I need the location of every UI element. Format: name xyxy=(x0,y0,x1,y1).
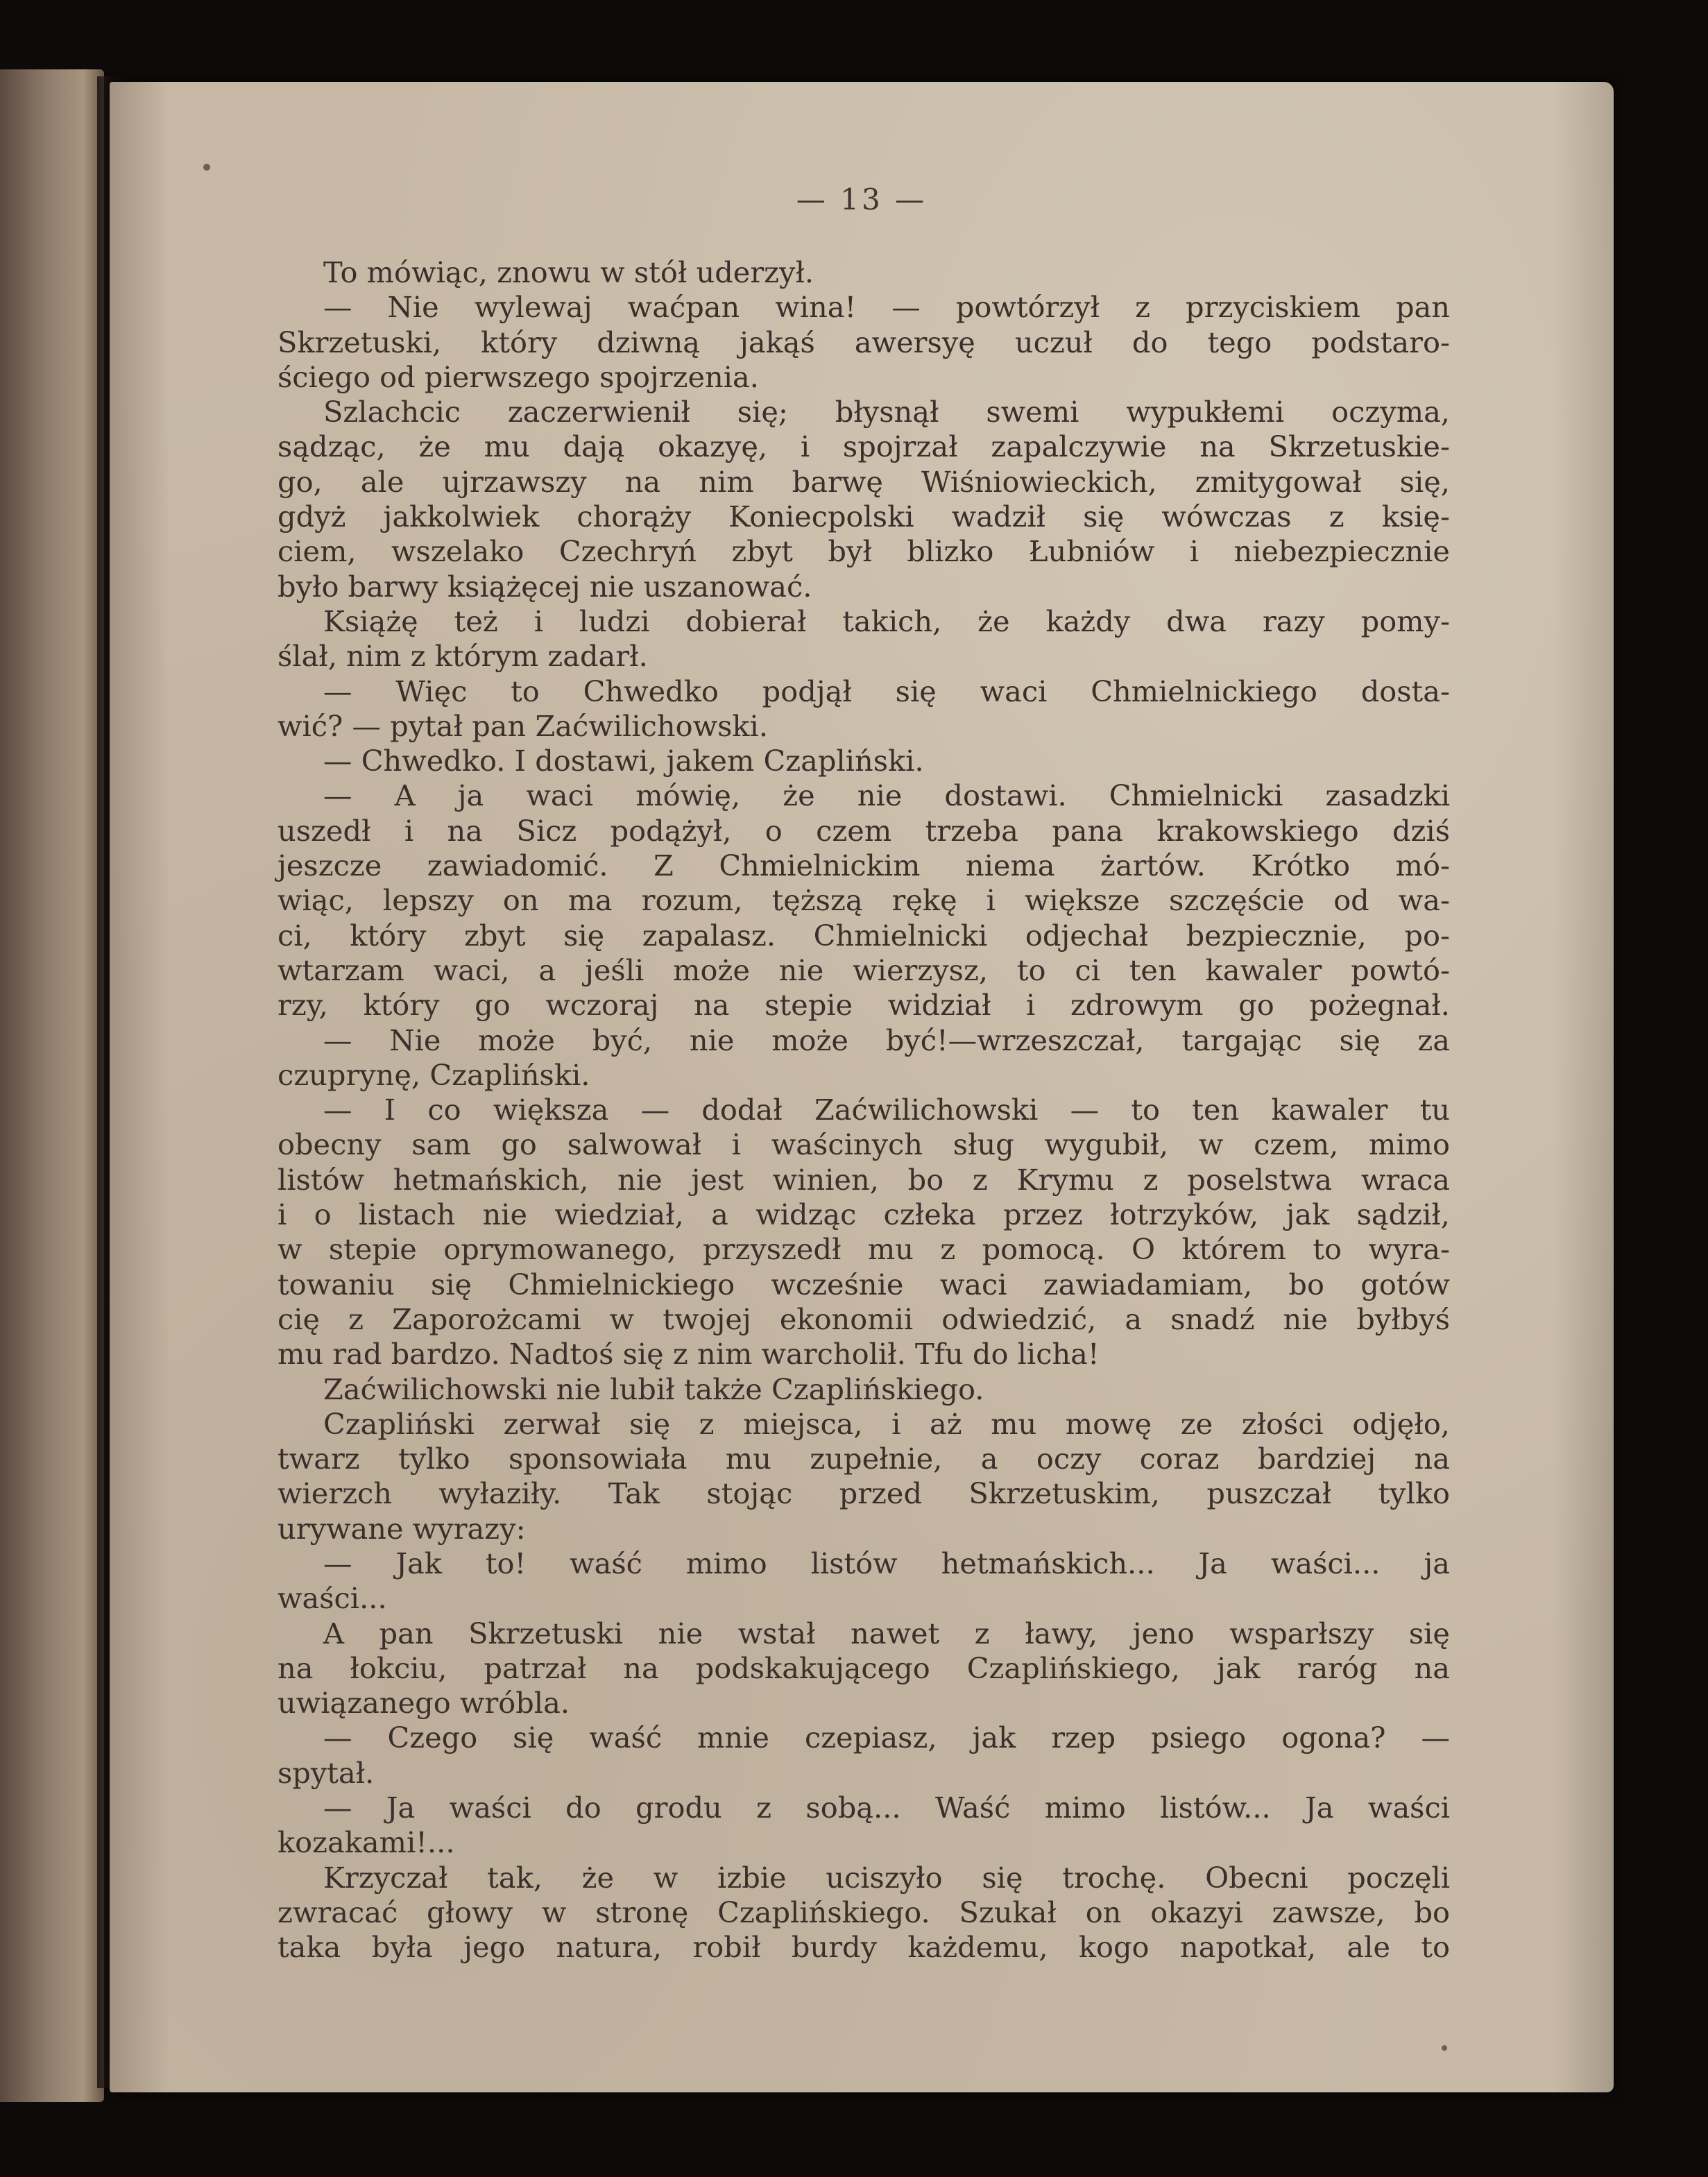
text-line: było barwy książęcej nie uszanować. xyxy=(277,569,812,604)
text-line: — A ja waci mówię, że nie dostawi. Chmielnicki zasadzki xyxy=(323,778,1450,813)
text-line: na łokciu, patrzał na podskakującego Czaplińskiego, jak raróg na xyxy=(277,1650,1450,1685)
text-line: ściego od pierwszego spojrzenia. xyxy=(277,359,759,394)
text-line: sądząc, że mu dają okazyę, i spojrzał zapalczywie na Skrzetuskie- xyxy=(277,429,1450,464)
text-line: urywane wyrazy: xyxy=(277,1511,526,1546)
text-line: w stepie oprymowanego, przyszedł mu z pomocą. O którem to wyra- xyxy=(277,1232,1450,1267)
text-line: czuprynę, Czapliński. xyxy=(277,1057,590,1092)
text-line: To mówiąc, znowu w stół uderzył. xyxy=(323,255,814,289)
text-line: jeszcze zawiadomić. Z Chmielnickim niema żartów. Krótko mó- xyxy=(277,848,1450,883)
text-line: towaniu się Chmielnickiego wcześnie waci zawiadamiam, bo gotów xyxy=(277,1267,1450,1301)
text-line: waści... xyxy=(277,1581,387,1616)
text-line: spytał. xyxy=(277,1755,375,1790)
text-line: cię z Zaporożcami w twojej ekonomii odwiedzić, a snadź nie byłbyś xyxy=(277,1301,1450,1336)
text-line: Szlachcic zaczerwienił się; błysnął swemi wypukłemi oczyma, xyxy=(323,395,1450,429)
text-line: rzy, który go wczoraj na stepie widział i zdrowym go pożegnał. xyxy=(277,988,1450,1023)
text-line: — Nie wylewaj waćpan wina! — powtórzył z przyciskiem pan xyxy=(323,290,1450,325)
page-number: — 13 — xyxy=(796,182,928,216)
text-line: obecny sam go salwował i waścinych sług wygubił, w czem, mimo xyxy=(277,1127,1450,1162)
text-line: zwracać głowy w stronę Czaplińskiego. Szukał on okazyi zawsze, bo xyxy=(277,1895,1450,1929)
text-line: — Więc to Chwedko podjął się waci Chmielnickiego dosta- xyxy=(323,674,1450,708)
text-line: mu rad bardzo. Nadtoś się z nim warcholił. Tfu do licha! xyxy=(277,1337,1100,1372)
text-line: Czapliński zerwał się z miejsca, i aż mu mowę ze złości odjęło, xyxy=(323,1406,1450,1441)
text-line: uwiązanego wróbla. xyxy=(277,1686,570,1721)
text-line: — I co większa — dodał Zaćwilichowski — to ten kawaler tu xyxy=(323,1093,1450,1127)
text-line: wiąc, lepszy on ma rozum, tęższą rękę i większe szczęście od wa- xyxy=(277,883,1450,918)
paper-speck xyxy=(1442,2045,1447,2051)
text-line: Książę też i ludzi dobierał takich, że każdy dwa razy pomy- xyxy=(323,604,1450,638)
body-text xyxy=(277,255,1450,1965)
paper-speck xyxy=(203,164,210,171)
text-line: kozakami!... xyxy=(277,1825,455,1860)
text-line: Zaćwilichowski nie lubił także Czaplińskiego. xyxy=(323,1372,984,1406)
text-line: uszedł i na Sicz podążył, o czem trzeba pana krakowskiego dziś xyxy=(277,813,1450,848)
text-line: taka była jego natura, robił burdy każdemu, kogo napotkał, ale to xyxy=(277,1930,1450,1965)
text-line: go, ale ujrzawszy na nim barwę Wiśniowieckich, zmitygował się, xyxy=(277,464,1450,499)
text-line: wić? — pytał pan Zaćwilichowski. xyxy=(277,708,769,743)
text-line: ciem, wszelako Czechryń zbyt był blizko Łubniów i niebezpiecznie xyxy=(277,534,1450,569)
text-line: gdyż jakkolwiek chorąży Koniecpolski wadził się wówczas z księ- xyxy=(277,500,1450,534)
text-line: Krzyczał tak, że w izbie uciszyło się trochę. Obecni poczęli xyxy=(323,1860,1450,1895)
text-line: wtarzam waci, a jeśli może nie wierzysz, to ci ten kawaler powtó- xyxy=(277,953,1450,987)
text-line: ślał, nim z którym zadarł. xyxy=(277,639,648,674)
book-page xyxy=(110,82,1614,2092)
text-line: wierzch wyłaziły. Tak stojąc przed Skrzetuskim, puszczał tylko xyxy=(277,1476,1450,1511)
text-line: i o listach nie wiedział, a widząc człeka przez łotrzyków, jak sądził, xyxy=(277,1197,1450,1232)
left-page-edge xyxy=(0,69,104,2102)
text-line: — Ja waści do grodu z sobą... Waść mimo listów... Ja waści xyxy=(323,1791,1450,1825)
text-line: listów hetmańskich, nie jest winien, bo z Krymu z poselstwa wraca xyxy=(277,1162,1450,1197)
text-line: ci, który zbyt się zapalasz. Chmielnicki odjechał bezpiecznie, po- xyxy=(277,918,1450,953)
text-line: — Chwedko. I dostawi, jakem Czapliński. xyxy=(323,744,924,778)
text-line: A pan Skrzetuski nie wstał nawet z ławy, jeno wsparłszy się xyxy=(323,1616,1450,1650)
text-line: — Nie może być, nie może być!—wrzeszczał, targając się za xyxy=(323,1023,1450,1057)
text-line: — Jak to! waść mimo listów hetmańskich... Ja waści... ja xyxy=(323,1546,1450,1580)
text-line: — Czego się waść mnie czepiasz, jak rzep psiego ogona? — xyxy=(323,1721,1450,1755)
text-line: twarz tylko sponsowiała mu zupełnie, a oczy coraz bardziej na xyxy=(277,1442,1450,1476)
text-line: Skrzetuski, który dziwną jakąś awersyę uczuł do tego podstaro- xyxy=(277,325,1450,359)
